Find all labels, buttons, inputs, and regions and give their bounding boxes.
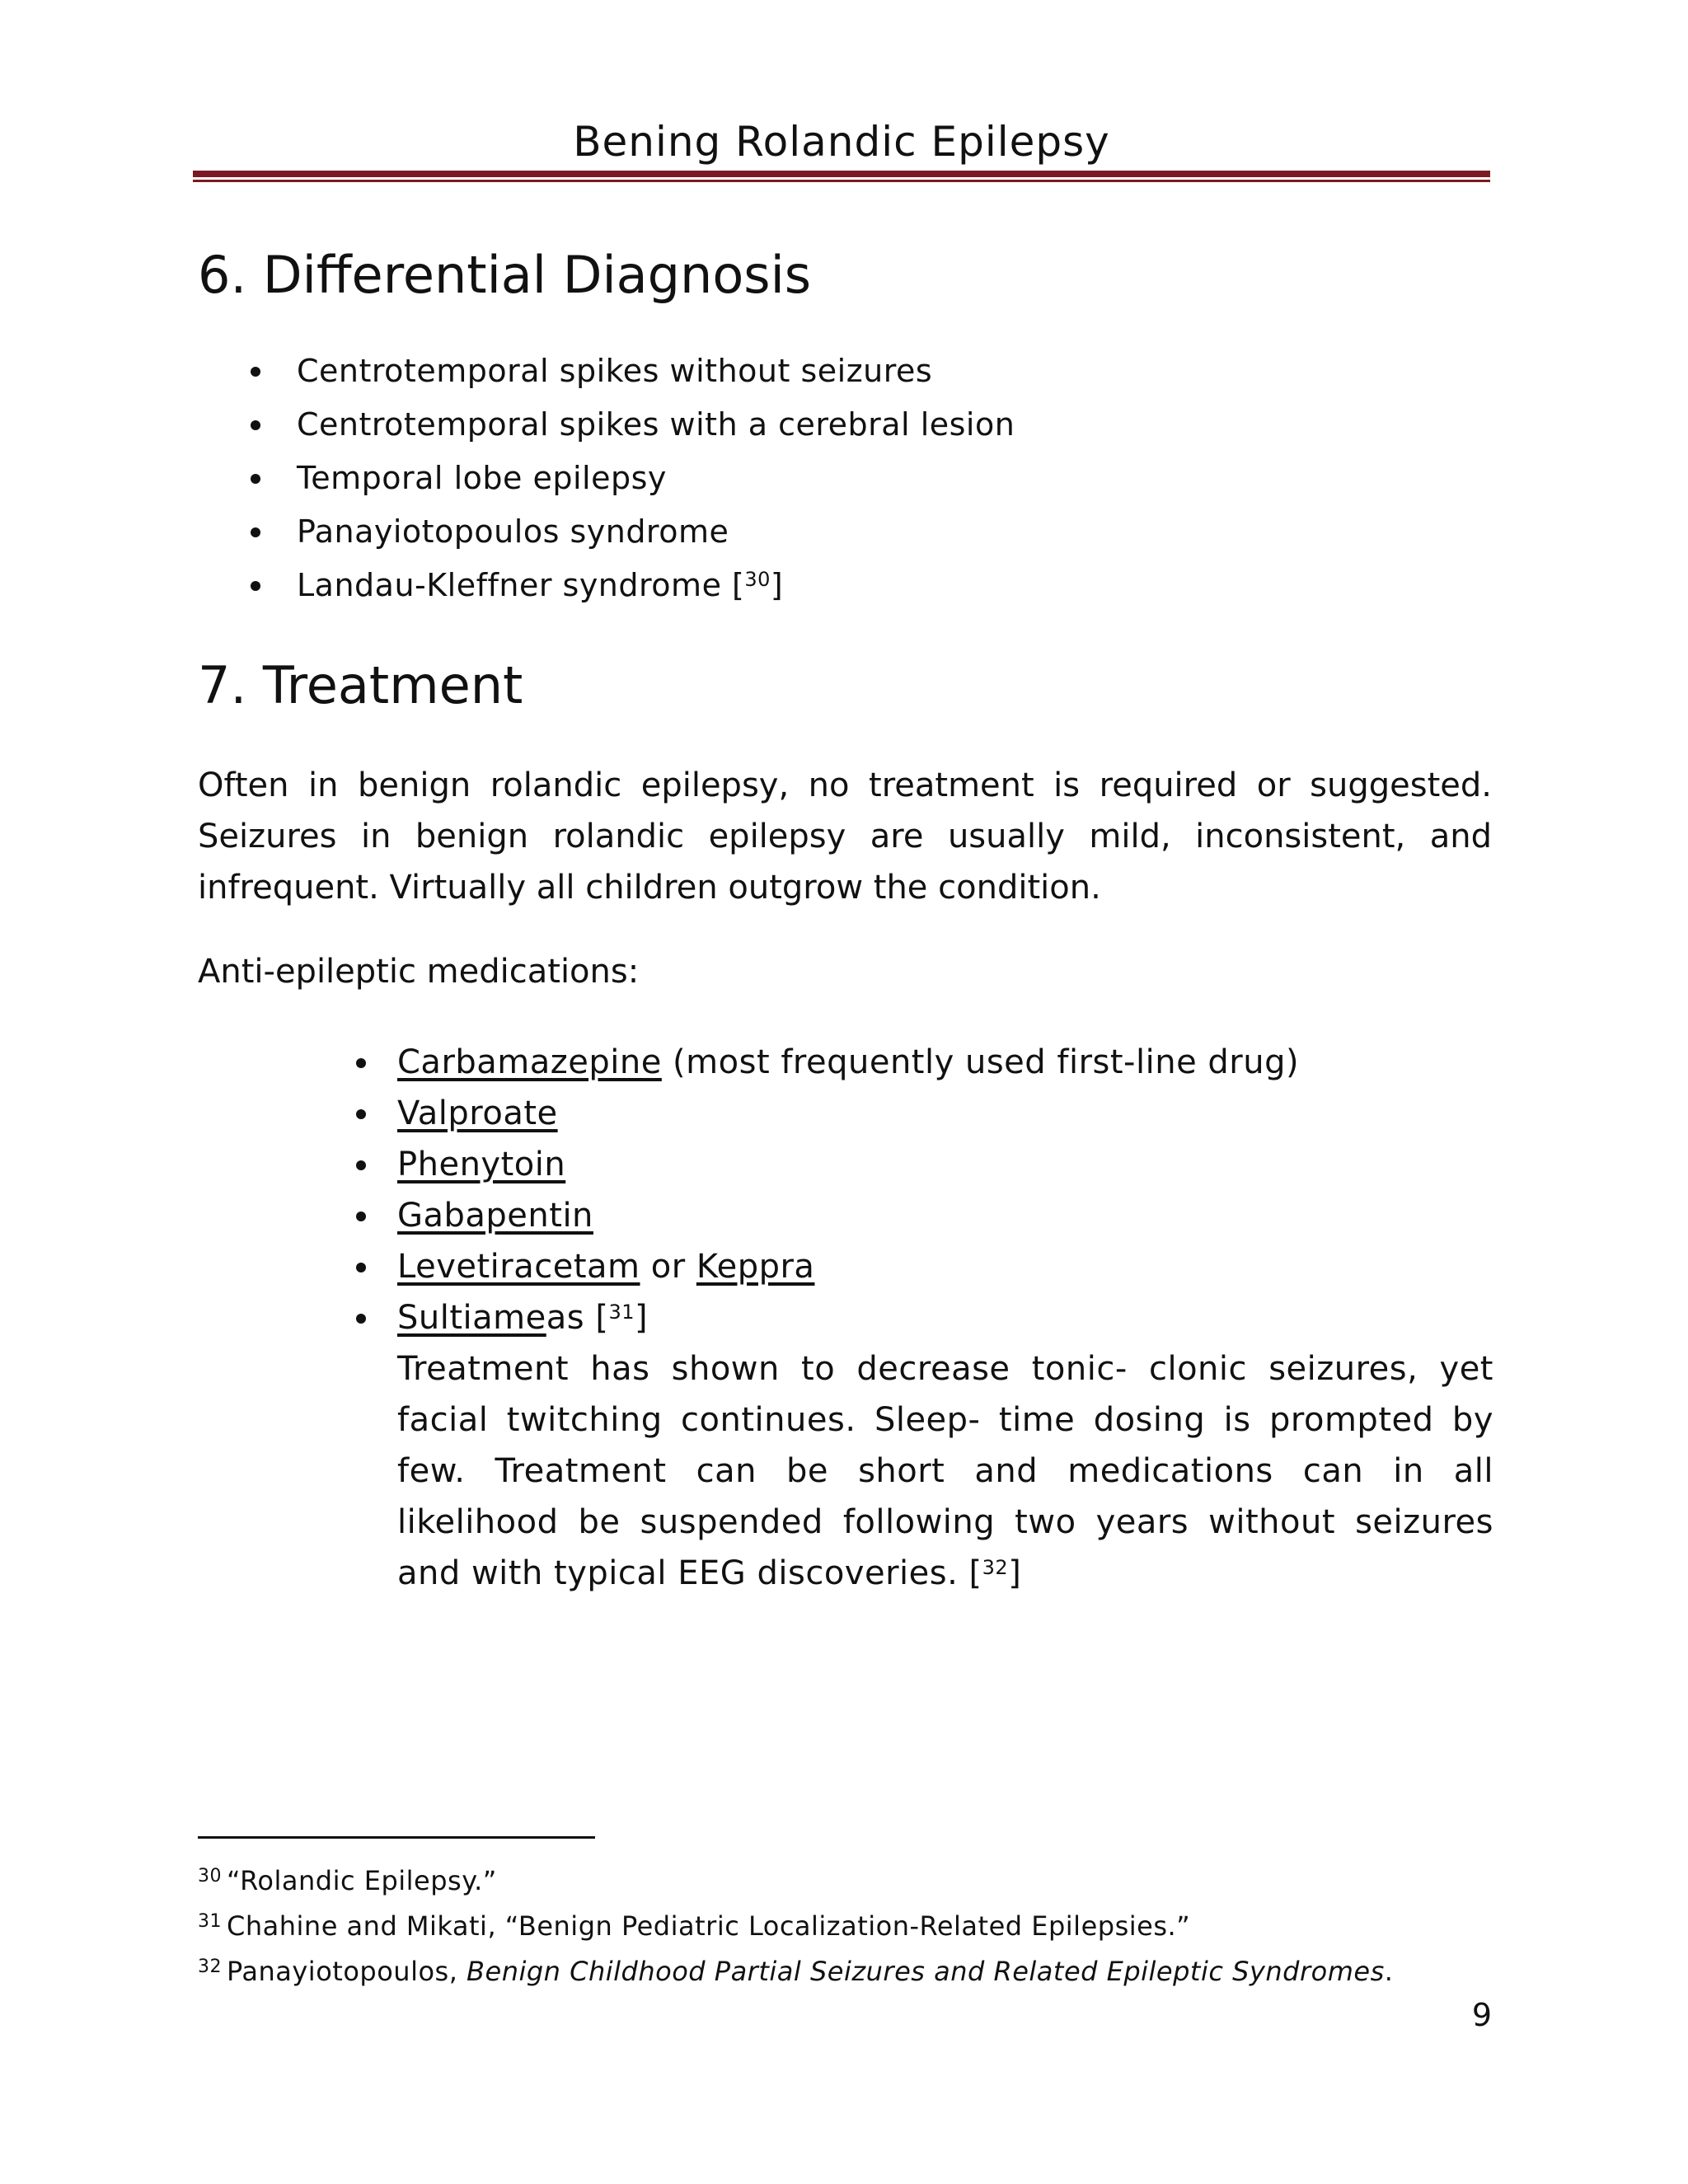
list-item: Landau-Kleffner syndrome [$^{30}$] <box>297 559 1015 612</box>
header-rule-thin <box>193 180 1490 182</box>
treatment-note: Treatment has shown to decrease tonic- clonic seizures, yet facial twitching continues. Sleep- time dosing is prompted by few. Treatment can be short and medications can in all likelihood be suspended following two years without seizures and with typical EEG discoveries. [$^{32}$] <box>397 1350 1493 1592</box>
list-item <box>397 1139 1493 1190</box>
list-item: Centrotemporal spikes with a cerebral lesion <box>297 398 1015 452</box>
header-rule-thick <box>193 171 1490 177</box>
section-heading-differential: 6. Differential Diagnosis <box>198 245 812 305</box>
citation-ref: 32 <box>982 1556 1009 1579</box>
list-item: Panayiotopoulos syndrome <box>297 505 1015 559</box>
footnote-separator <box>198 1836 595 1839</box>
footnote: $^{30}$ “Rolandic Epilepsy.” <box>198 1865 497 1896</box>
link-valproate[interactable]: Valproate <box>397 1094 558 1132</box>
treatment-intro: Often in benign rolandic epilepsy, no treatment is required or suggested. Seizures in benign rolandic epilepsy are usually mild, inconsistent, and infrequent. Virtually all children outgrow the condition. <box>198 766 1492 907</box>
footnotes <box>198 1856 1492 1992</box>
citation-ref: 30 <box>744 568 771 591</box>
footnote: $^{31}$ Chahine and Mikati, “Benign Pediatric Localization-Related Epilepsies.” <box>198 1910 1191 1942</box>
section-heading-treatment: 7. Treatment <box>198 655 523 715</box>
list-item: Temporal lobe epilepsy <box>297 452 1015 505</box>
list-item: Levetiracetam or Keppra <box>397 1241 1493 1292</box>
link-levetiracetam[interactable]: Levetiracetam <box>397 1248 640 1286</box>
list-item: Sultiameas [$^{31}$] Treatment has shown to decrease tonic- clonic seizures, yet facial twitching continues. Sleep- time dosing is prompted by few. Treatment can be short and medications can in all likelihood be suspended following two years without seizures and with typical EEG discoveries. [$^{32}$] <box>397 1292 1493 1599</box>
page-number: 9 <box>1471 1997 1492 2033</box>
citation-ref: 31 <box>608 1301 635 1324</box>
differential-list <box>297 344 1015 612</box>
list-item: Centrotemporal spikes without seizures <box>297 344 1015 398</box>
list-item: Carbamazepine (most frequently used first-line drug) <box>397 1037 1493 1088</box>
medications-label: Anti-epileptic medications: <box>198 953 640 991</box>
medication-list <box>397 1037 1493 1599</box>
link-gabapentin[interactable]: Gabapentin <box>397 1197 593 1235</box>
footnote: $^{32}$ Panayiotopoulos, Benign Childhood Partial Seizures and Related Epileptic Syndromes. <box>198 1956 1394 1987</box>
link-carbamazepine[interactable]: Carbamazepine <box>397 1043 662 1081</box>
list-item <box>397 1190 1493 1241</box>
running-header: Bening Rolandic Epilepsy <box>573 118 1110 166</box>
link-phenytoin[interactable]: Phenytoin <box>397 1146 566 1183</box>
link-keppra[interactable]: Keppra <box>696 1248 815 1286</box>
list-item <box>397 1088 1493 1139</box>
link-sultiame[interactable]: Sultiame <box>397 1299 546 1337</box>
